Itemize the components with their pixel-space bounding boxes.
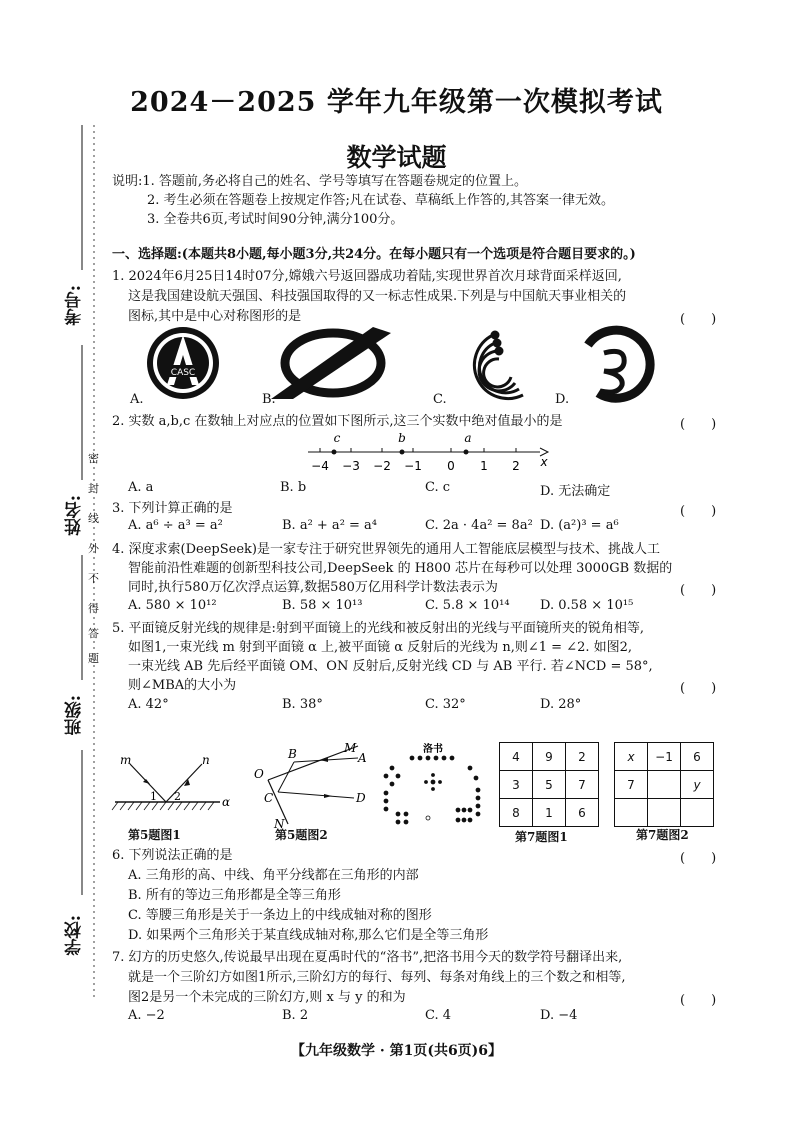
point-a — [464, 450, 469, 455]
svg-text:2: 2 — [512, 459, 520, 473]
svg-text:1: 1 — [150, 790, 157, 803]
q5-figure-2 — [248, 740, 378, 828]
q4-line-3: 同时,执行580万亿次浮点运算,数据580万亿用科学计数法表示为 — [128, 580, 498, 595]
q5-answer-paren: ( ) — [680, 681, 717, 696]
q3-option-b: B. a² + a² = a⁴ — [282, 518, 378, 533]
q2-option-b: B. b — [280, 480, 307, 495]
q6-answer-paren: ( ) — [680, 851, 717, 866]
q1-line-2: 这是我国建设航天强国、科技强国取得的又一标志性成果.下列是与中国航天事业相关的 — [128, 289, 627, 304]
q1-option-b: B. — [262, 392, 276, 407]
q2-option-a: A. a — [128, 480, 154, 495]
magic-square-1: 4 9 2 3 5 7 8 1 6 — [499, 742, 599, 827]
q5-option-a: A. 42° — [128, 697, 169, 712]
svg-text:M: M — [344, 741, 357, 755]
q5-line-4: 则∠MBA的大小为 — [128, 678, 237, 693]
q1-option-c: C. — [433, 392, 447, 407]
q7-line-3: 图2是另一个未完成的三阶幻方,则 x 与 y 的和为 — [128, 990, 406, 1005]
q5-option-d: D. 28° — [540, 697, 582, 712]
brush-circle-logo — [588, 330, 650, 398]
q4-answer-paren: ( ) — [680, 583, 717, 598]
q3-option-d: D. (a²)³ = a⁶ — [540, 518, 619, 533]
point-c — [332, 450, 337, 455]
q5-figure-1 — [110, 742, 240, 822]
q6-option-b: B. 所有的等边三角形都是全等三角形 — [128, 888, 341, 903]
svg-text:−4: −4 — [311, 459, 329, 473]
q5-line-1: 5. 平面镜反射光线的规律是:射到平面镜上的光线和被反射出的光线与平面镜所夹的锐角相等, — [112, 621, 645, 636]
point-b — [400, 450, 405, 455]
exam-number-label: 考号: — [65, 285, 85, 326]
svg-text:洛书: 洛书 — [423, 744, 443, 755]
q2-answer-paren: ( ) — [680, 417, 717, 432]
note-2: 2. 考生必须在答题卷上按规定作答;凡在试卷、草稿纸上作答的,其答案一律无效。 — [147, 193, 615, 208]
q7-option-a: A. −2 — [128, 1008, 165, 1023]
q7-answer-paren: ( ) — [680, 993, 717, 1008]
page-title: 2024－2025 学年九年级第一次模拟考试 — [130, 87, 663, 118]
school-label: 学校: — [65, 915, 85, 956]
svg-text:CASC: CASC — [170, 368, 196, 378]
luoshu-figure — [378, 738, 488, 828]
q4-option-b: B. 58 × 10¹³ — [282, 598, 363, 613]
q5-line-2: 如图1,一束光线 m 射到平面镜 α 上,被平面镜 α 反射后的光线为 n,则∠1 = ∠2. 如图2, — [128, 640, 633, 655]
magic-square-2: x −1 6 7 y — [614, 742, 714, 827]
q6-option-c: C. 等腰三角形是关于一条边上的中线成轴对称的图形 — [128, 908, 432, 923]
svg-text:2: 2 — [174, 790, 181, 803]
svg-text:B: B — [288, 747, 297, 761]
slash-ring-logo — [271, 327, 391, 399]
casc-logo — [147, 327, 219, 399]
svg-text:0: 0 — [447, 459, 455, 473]
q1-line-3: 图标,其中是中心对称图形的是 — [128, 309, 302, 324]
q4-option-d: D. 0.58 × 10¹⁵ — [540, 598, 634, 613]
q3-option-a: A. a⁶ ÷ a³ = a² — [128, 518, 223, 533]
svg-text:x: x — [540, 455, 548, 469]
svg-text:D: D — [356, 791, 366, 805]
q4-line-1: 4. 深度求索(DeepSeek)是一家专注于研究世界领先的通用人工智能底层模型与技术、挑战人工 — [112, 542, 660, 557]
arc-lines-logo — [474, 332, 523, 399]
q4-option-c: C. 5.8 × 10¹⁴ — [425, 598, 510, 613]
class-label: 班级: — [65, 695, 85, 736]
q2-option-d: D. 无法确定 — [540, 484, 611, 499]
q7-option-d: D. −4 — [540, 1008, 578, 1023]
q1-option-a: A. — [130, 392, 144, 407]
svg-text:−2: −2 — [373, 459, 391, 473]
q7-line-2: 就是一个三阶幻方如图1所示,三阶幻方的每行、每列、每条对角线上的三个数之和相等, — [128, 970, 626, 985]
q2-option-c: C. c — [425, 480, 451, 495]
svg-text:N: N — [274, 817, 285, 828]
q5-line-3: 一束光线 AB 先后经平面镜 OM、ON 反射后,反射光线 CD 与 AB 平行. 若∠NCD = 58°, — [128, 659, 653, 674]
caption-fig5-2: 第5题图2 — [275, 828, 328, 842]
svg-text:b: b — [398, 432, 406, 445]
caption-fig7-2: 第7题图2 — [636, 828, 689, 842]
name-label: 姓名: — [65, 495, 85, 536]
note-1: 说明:1. 答题前,务必将自己的姓名、学号等填写在答题卷规定的位置上。 — [112, 174, 528, 189]
q3-line: 3. 下列计算正确的是 — [112, 501, 233, 516]
note-3: 3. 全卷共6页,考试时间90分钟,满分100分。 — [147, 212, 404, 227]
caption-fig7-1: 第7题图1 — [515, 830, 568, 844]
q1-answer-paren: ( ) — [680, 312, 717, 327]
q7-option-c: C. 4 — [425, 1008, 452, 1023]
q4-option-a: A. 580 × 10¹² — [128, 598, 217, 613]
q6-option-d: D. 如果两个三角形关于某直线成轴对称,那么它们是全等三角形 — [128, 928, 489, 943]
caption-fig5-1: 第5题图1 — [128, 828, 181, 842]
svg-text:α: α — [222, 795, 231, 809]
svg-text:m: m — [120, 753, 132, 767]
page-subtitle: 数学试题 — [346, 143, 447, 172]
svg-text:1: 1 — [480, 459, 488, 473]
q7-line-1: 7. 幻方的历史悠久,传说最早出现在夏禹时代的“洛书”,把洛书用今天的数学符号翻译出来, — [112, 950, 623, 965]
q7-option-b: B. 2 — [282, 1008, 309, 1023]
q1-logos — [128, 325, 678, 405]
svg-text:c: c — [333, 432, 341, 445]
svg-text:−1: −1 — [404, 459, 422, 473]
svg-text:O: O — [254, 767, 264, 781]
page-footer: 【九年级数学 · 第1页(共6页)6】 — [290, 1043, 503, 1059]
q1-line-1: 1. 2024年6月25日14时07分,嫦娥六号返回器成功着陆,实现世界首次月球背面采样返回, — [112, 269, 622, 284]
q4-line-2: 智能前沿性难题的创新型科技公司,DeepSeek 的 H800 芯片在每秒可以处理 3000GB 数据的 — [128, 561, 673, 576]
section-heading: 一、选择题:(本题共8小题,每小题3分,共24分。在每小题只有一个选项是符合题目要求的。) — [112, 247, 636, 262]
number-line — [300, 432, 560, 476]
q6-option-a: A. 三角形的高、中线、角平分线都在三角形的内部 — [128, 868, 419, 883]
svg-text:a: a — [464, 432, 472, 445]
q6-line: 6. 下列说法正确的是 — [112, 848, 233, 863]
q5-option-c: C. 32° — [425, 697, 466, 712]
q2-line: 2. 实数 a,b,c 在数轴上对应点的位置如下图所示,这三个实数中绝对值最小的是 — [112, 414, 563, 429]
svg-text:n: n — [202, 753, 210, 767]
svg-text:A: A — [358, 751, 367, 765]
q3-option-c: C. 2a · 4a² = 8a² — [425, 518, 533, 533]
q1-option-d: D. — [555, 392, 570, 407]
q3-answer-paren: ( ) — [680, 504, 717, 519]
svg-text:C: C — [264, 791, 274, 805]
q5-option-b: B. 38° — [282, 697, 323, 712]
svg-text:−3: −3 — [342, 459, 360, 473]
